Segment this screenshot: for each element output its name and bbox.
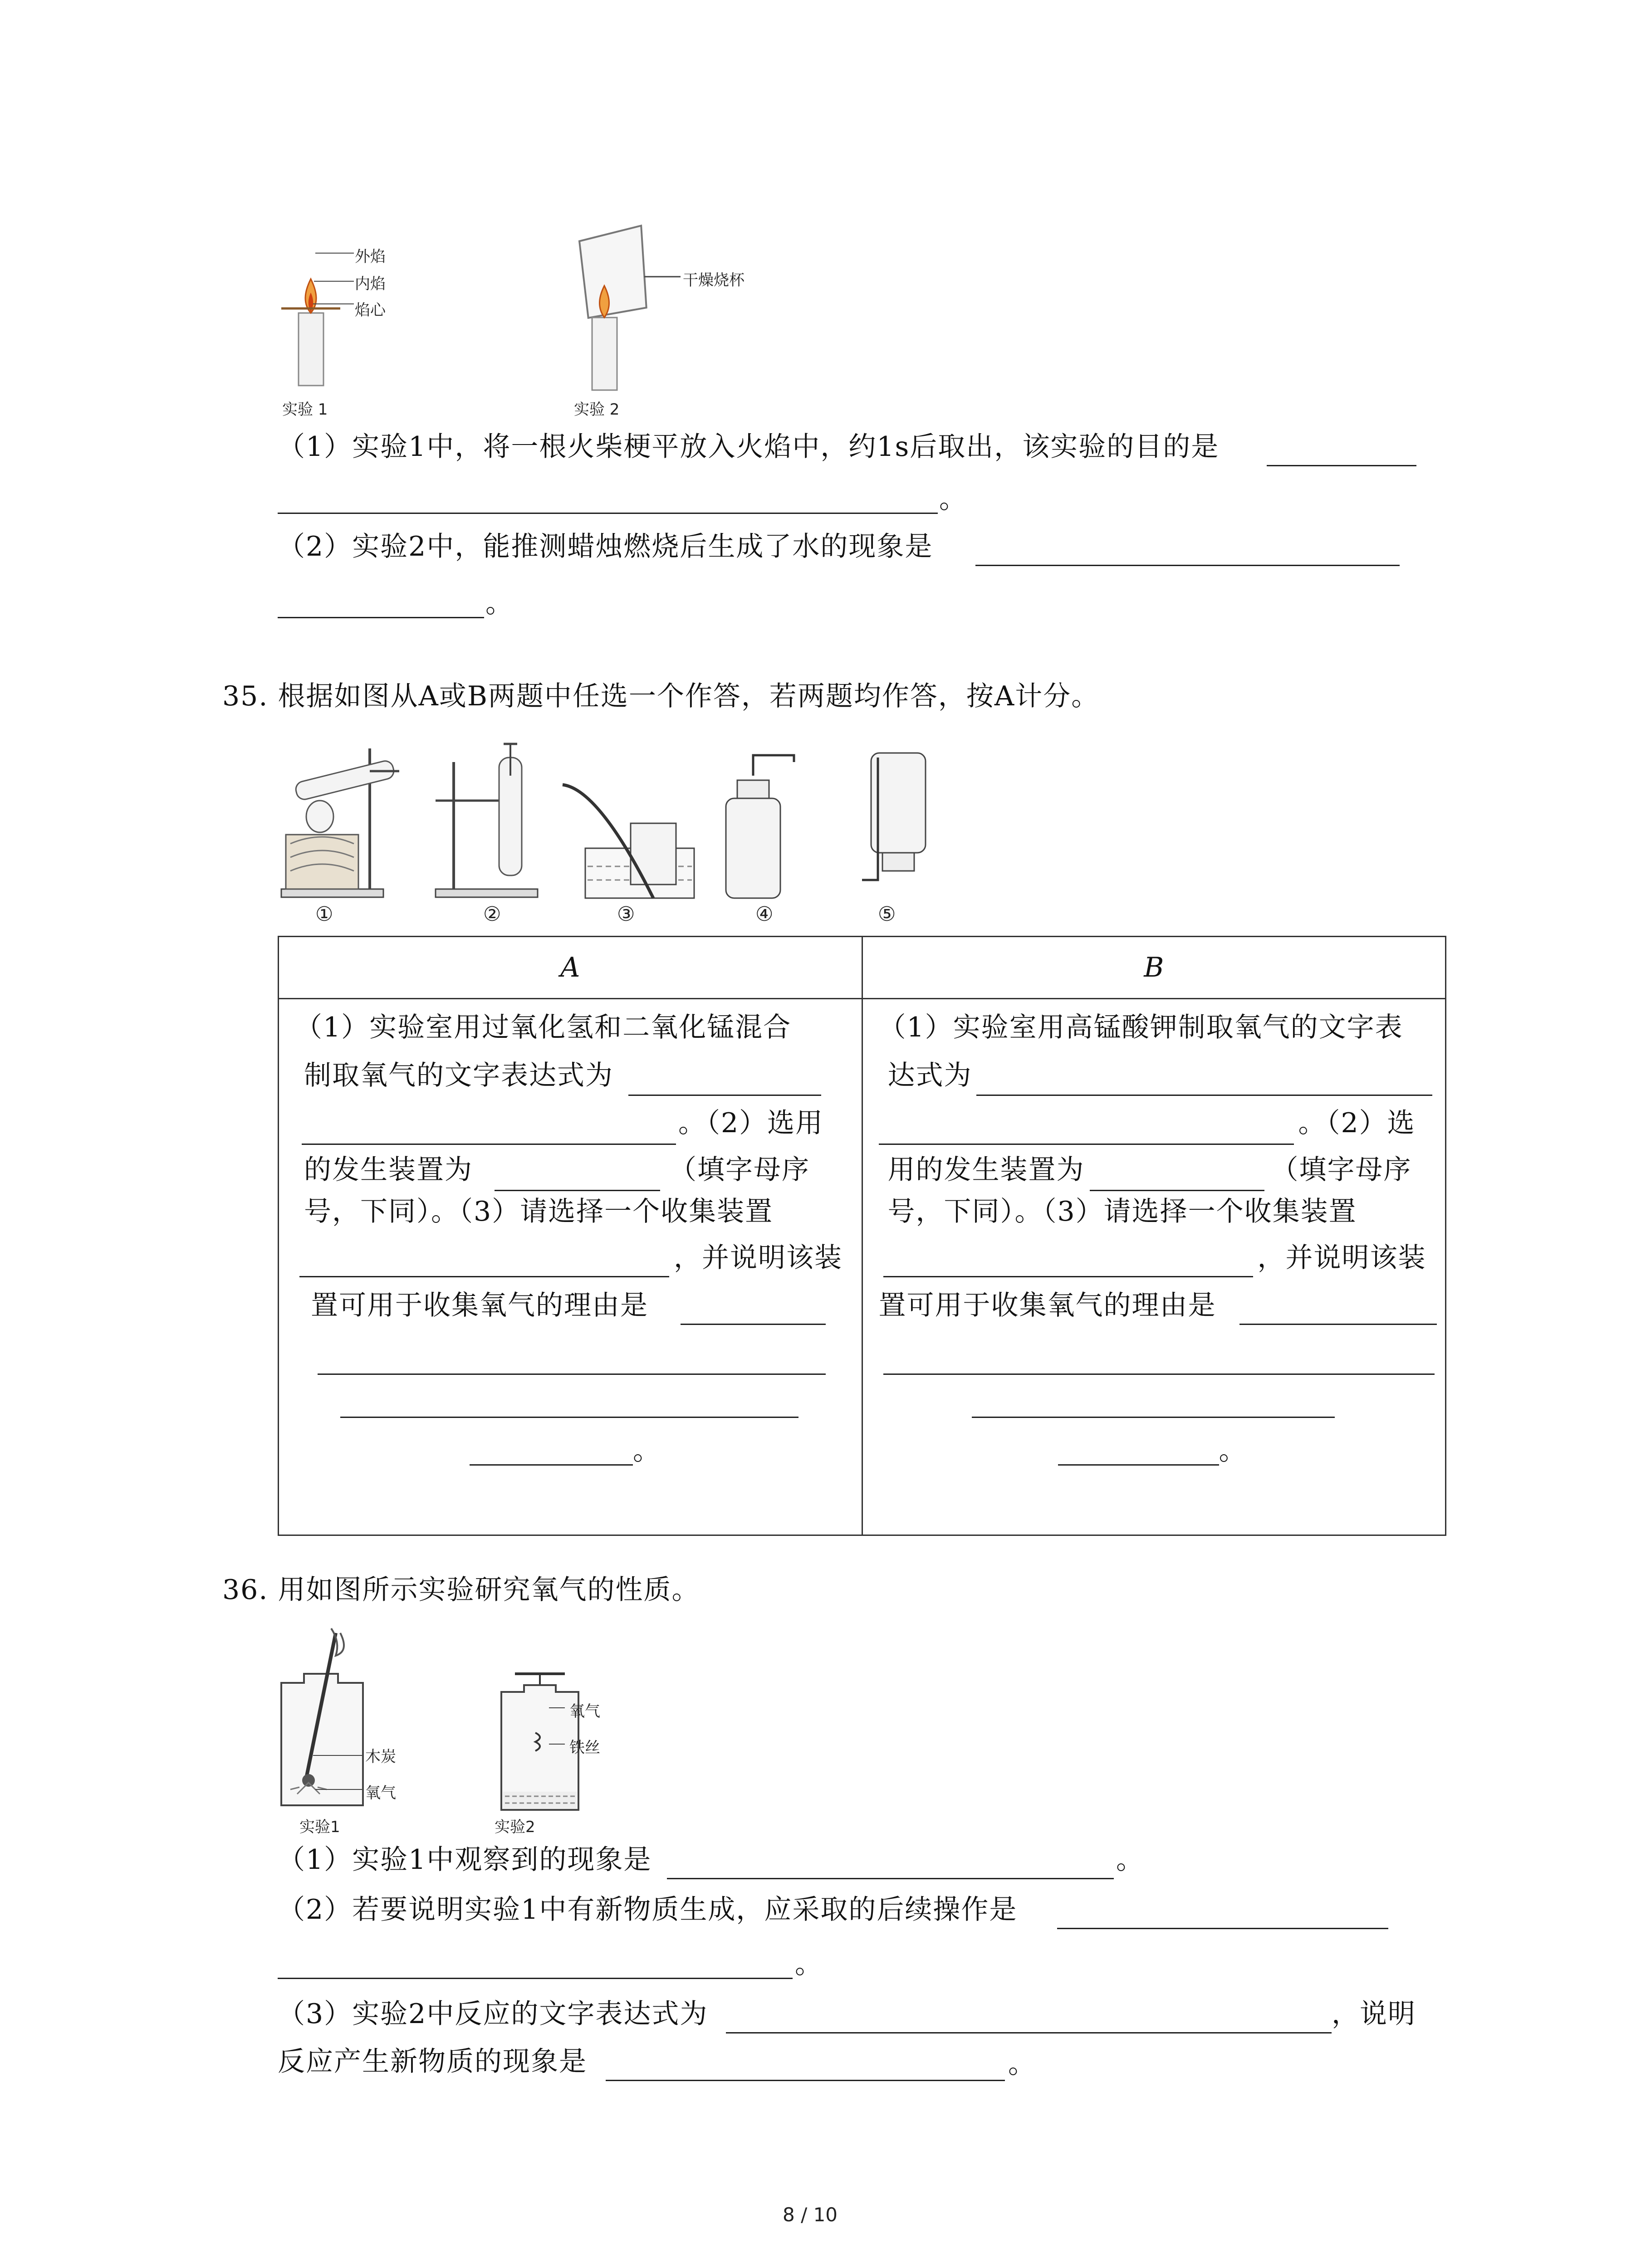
answer-blank[interactable] <box>318 1374 826 1375</box>
period: 。 <box>1219 1435 1247 1466</box>
label-outer-flame: 外焰 <box>355 248 386 266</box>
column-a <box>279 999 862 1535</box>
figure-caption: 实验2 <box>495 1818 535 1836</box>
apparatus-illustration <box>272 721 953 916</box>
text-line: 达式为 <box>887 1060 972 1091</box>
question-35-stem: 35. 根据如图从A或B两题中任选一个作答，若两题均作答，按A计分。 <box>222 680 1100 712</box>
question-text: （2）若要说明实验1中有新物质生成，应采取的后续操作是 <box>278 1894 1018 1926</box>
answer-blank[interactable] <box>1057 1928 1388 1929</box>
column-header-b: B <box>862 937 1446 999</box>
label-inner-flame: 内焰 <box>355 275 386 293</box>
text-line: （1）实验室用高锰酸钾制取氧气的文字表 <box>878 1012 1403 1043</box>
column-header-a: A <box>279 937 862 999</box>
iron-wire-burning-illustration <box>492 1665 637 1819</box>
answer-blank[interactable] <box>883 1374 1435 1375</box>
question-text: ，说明 <box>1332 1998 1416 2030</box>
text-line: 。（2）选 <box>1298 1107 1416 1139</box>
label-iron-wire: 铁丝 <box>569 1739 600 1757</box>
answer-blank[interactable] <box>1239 1324 1437 1325</box>
answer-blank[interactable] <box>278 1978 793 1979</box>
answer-blank[interactable] <box>628 1095 821 1096</box>
text-line: 号，下同）。（3）请选择一个收集装置 <box>304 1196 774 1227</box>
period: 。 <box>1008 2048 1036 2080</box>
answer-blank[interactable] <box>726 2032 1332 2033</box>
period: 。 <box>795 1948 823 1980</box>
answer-blank[interactable] <box>470 1464 633 1466</box>
answer-blank[interactable] <box>879 1144 1294 1145</box>
question-text: （1）实验1中，将一根火柴梗平放入火焰中，约1s后取出，该实验的目的是 <box>278 431 1220 463</box>
choice-table <box>278 936 1446 1536</box>
figure-caption: 实验1 <box>299 1818 340 1836</box>
label-charcoal: 木炭 <box>365 1748 396 1766</box>
answer-blank[interactable] <box>1058 1464 1219 1466</box>
answer-blank[interactable] <box>606 2080 1005 2081</box>
dry-beaker-illustration <box>558 222 758 413</box>
text-line: （填字母序 <box>669 1154 810 1186</box>
label-oxygen: 氧气 <box>569 1702 600 1721</box>
apparatus-label-4: ④ <box>755 903 774 926</box>
answer-blank[interactable] <box>302 1144 676 1145</box>
label-flame-core: 焰心 <box>355 301 386 319</box>
apparatus-label-3: ③ <box>617 903 635 926</box>
period: 。 <box>1116 1844 1144 1876</box>
answer-blank[interactable] <box>278 617 484 618</box>
answer-blank[interactable] <box>667 1878 1114 1879</box>
text-line: 置可用于收集氧气的理由是 <box>878 1290 1216 1321</box>
figure-caption: 实验 1 <box>282 401 328 419</box>
text-line: ，并说明该装 <box>674 1242 843 1274</box>
text-line: 用的发生装置为 <box>887 1154 1085 1186</box>
column-b <box>862 999 1446 1535</box>
question-text: （2）实验2中，能推测蜡烛燃烧后生成了水的现象是 <box>278 531 933 562</box>
period: 。 <box>633 1435 661 1466</box>
text-line: 号，下同）。（3）请选择一个收集装置 <box>887 1196 1357 1227</box>
page-number: 8 / 10 <box>783 2204 838 2226</box>
apparatus-label-1: ① <box>315 903 333 926</box>
answer-blank[interactable] <box>681 1324 826 1325</box>
answer-blank[interactable] <box>976 1095 1432 1096</box>
period: 。 <box>939 483 967 515</box>
figure-caption: 实验 2 <box>574 401 620 419</box>
answer-blank[interactable] <box>495 1190 660 1191</box>
answer-blank[interactable] <box>1267 465 1416 466</box>
answer-blank[interactable] <box>278 513 938 514</box>
period: 。 <box>485 587 514 619</box>
answer-blank[interactable] <box>299 1276 669 1277</box>
text-line: ，并说明该装 <box>1257 1242 1426 1274</box>
question-text: （1）实验1中观察到的现象是 <box>278 1844 652 1876</box>
text-line: 置可用于收集氧气的理由是 <box>311 1290 648 1321</box>
text-line: 制取氧气的文字表达式为 <box>304 1060 613 1091</box>
text-line: （1）实验室用过氧化氢和二氧化锰混合 <box>295 1012 792 1043</box>
question-text: 反应产生新物质的现象是 <box>278 2046 587 2077</box>
question-text: （3）实验2中反应的文字表达式为 <box>278 1998 708 2030</box>
answer-blank[interactable] <box>1090 1190 1264 1191</box>
answer-blank[interactable] <box>975 565 1400 566</box>
label-dry-beaker: 干燥烧杯 <box>683 271 745 289</box>
answer-blank[interactable] <box>883 1276 1253 1277</box>
answer-blank[interactable] <box>972 1417 1335 1418</box>
apparatus-label-5: ⑤ <box>878 903 896 926</box>
candle-flame-illustration <box>272 236 408 408</box>
text-line: 。（2）选用 <box>678 1107 824 1139</box>
question-36-stem: 36. 用如图所示实验研究氧气的性质。 <box>222 1574 700 1606</box>
answer-blank[interactable] <box>340 1417 798 1418</box>
text-line: （填字母序 <box>1271 1154 1412 1186</box>
label-oxygen: 氧气 <box>365 1784 396 1802</box>
text-line: 的发生装置为 <box>304 1154 473 1186</box>
apparatus-label-2: ② <box>483 903 501 926</box>
